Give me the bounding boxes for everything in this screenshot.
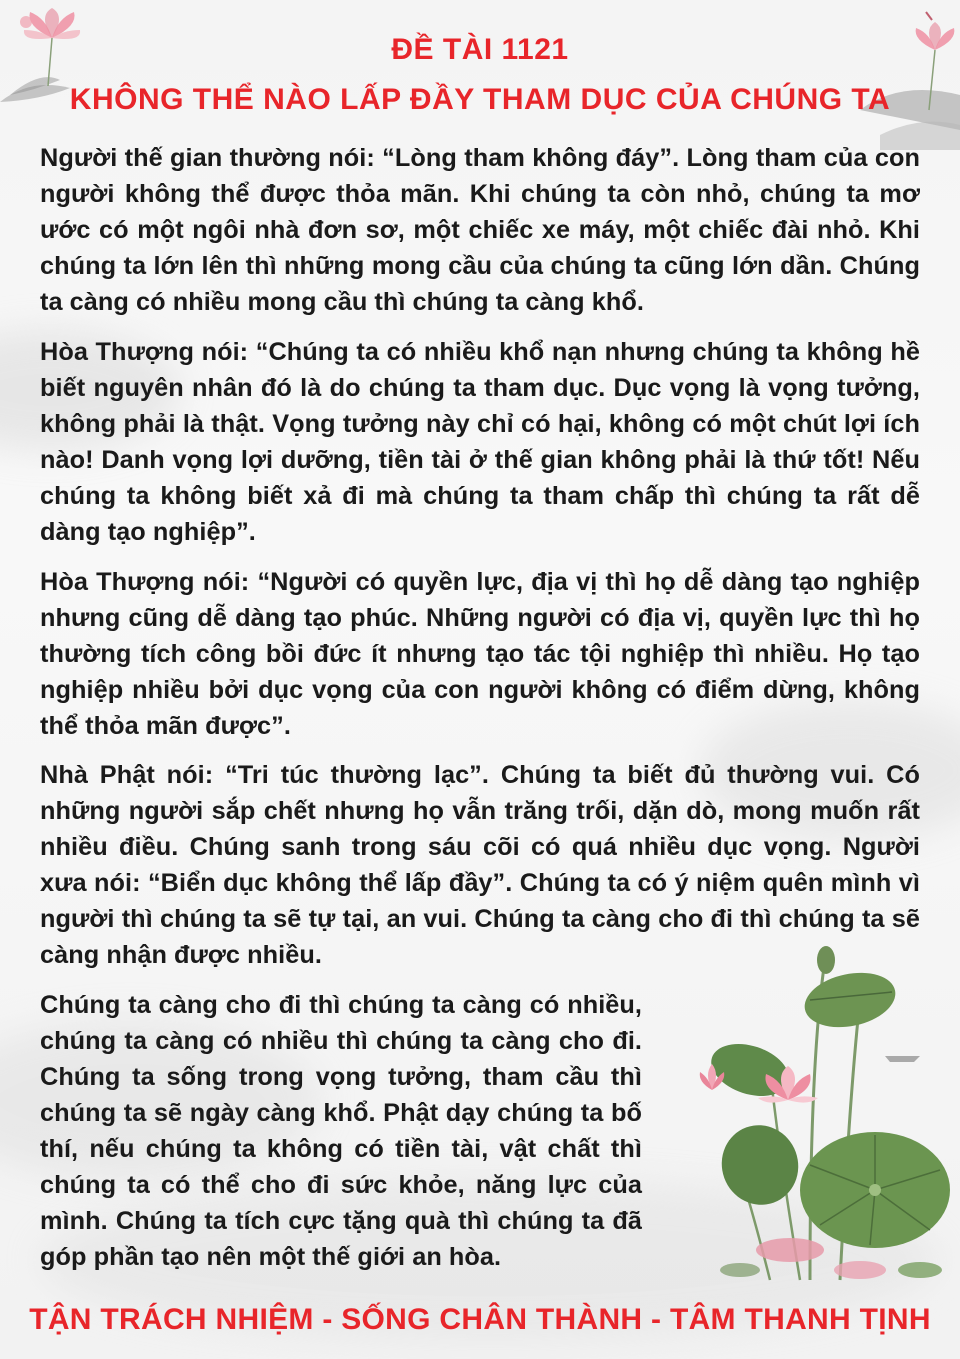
paragraph-2: Hòa Thượng nói: “Chúng ta có nhiều khổ nạn nhưng chúng ta không hề biết nguyên nhân đó là do chúng ta tham dục. Dục vọng là vọng tưởng, không phải là thật. Vọng tưởng này chỉ có hại, không có một chút lợi ích nào! Danh vọng lợi dưỡng, tiền tài ở thế gian không phải là thứ tốt! Nếu chúng ta không biết xả đi mà chúng ta tham chấp thì chúng ta rất dễ dàng tạo nghiệp”.: [40, 338, 920, 546]
topic-number-title: ĐỀ TÀI 1121: [391, 33, 569, 66]
lotus-flower-icon: [840, 0, 960, 150]
paragraph-5: Chúng ta càng cho đi thì chúng ta càng có nhiều, chúng ta càng có nhiều thì chúng ta càng cho đi. Chúng ta sống trong vọng tưởng, tham cầu thì chúng ta sẽ ngày càng khổ. Phật dạy chúng ta bố thí, nếu chúng ta không có tiền tài, vật chất thì chúng ta có thể cho đi sức khỏe, năng lực của mình. Chúng ta tích cực tặng quà thì chúng ta đã góp phần tạo nên một thế giới an hòa.: [40, 991, 642, 1271]
paragraph-3: Hòa Thượng nói: “Người có quyền lực, địa vị thì họ dễ dàng tạo nghiệp nhưng cũng dễ dàng tạo phúc. Những người có địa vị, quyền lực thì họ thường tích công bồi đức ít nhưng tạo tác tội nghiệp thì nhiều. Họ tạo nghiệp nhiều bởi dục vọng của con người không có điểm dừng, không thể thỏa mãn được”.: [40, 568, 920, 740]
paragraph-4: Nhà Phật nói: “Tri túc thường lạc”. Chúng ta biết đủ thường vui. Có những người sắp chết nhưng họ vẫn trăng trối, dặn dò, mong muốn rất nhiều điều. Chúng sanh trong sáu cõi có quá nhiều dục vọng. Người xưa nói: “Biển dục không thể lấp đầy”. Chúng ta có ý niệm quên mình vì người thì chúng ta sẽ tự tại, an vui. Chúng ta càng cho đi thì chúng ta sẽ càng nhận được nhiều.: [40, 761, 920, 969]
topic-headline: KHÔNG THỂ NÀO LẤP ĐẦY THAM DỤC CỦA CHÚNG TA: [69, 83, 891, 116]
lotus-pond-illustration: [660, 940, 960, 1300]
paragraph-1: Người thế gian thường nói: “Lòng tham không đáy”. Lòng tham của con người không thể được thỏa mãn. Khi chúng ta còn nhỏ, chúng ta mơ ước có một ngôi nhà đơn sơ, một chiếc xe máy, một chiếc đài nhỏ. Khi chúng ta lớn lên thì những mong cầu của chúng ta cũng lớn dần. Chúng ta càng có nhiều mong cầu thì chúng ta càng khổ.: [40, 144, 920, 316]
footer-motto: TẬN TRÁCH NHIỆM - SỐNG CHÂN THÀNH - TÂM THANH TỊNH: [29, 1303, 931, 1336]
